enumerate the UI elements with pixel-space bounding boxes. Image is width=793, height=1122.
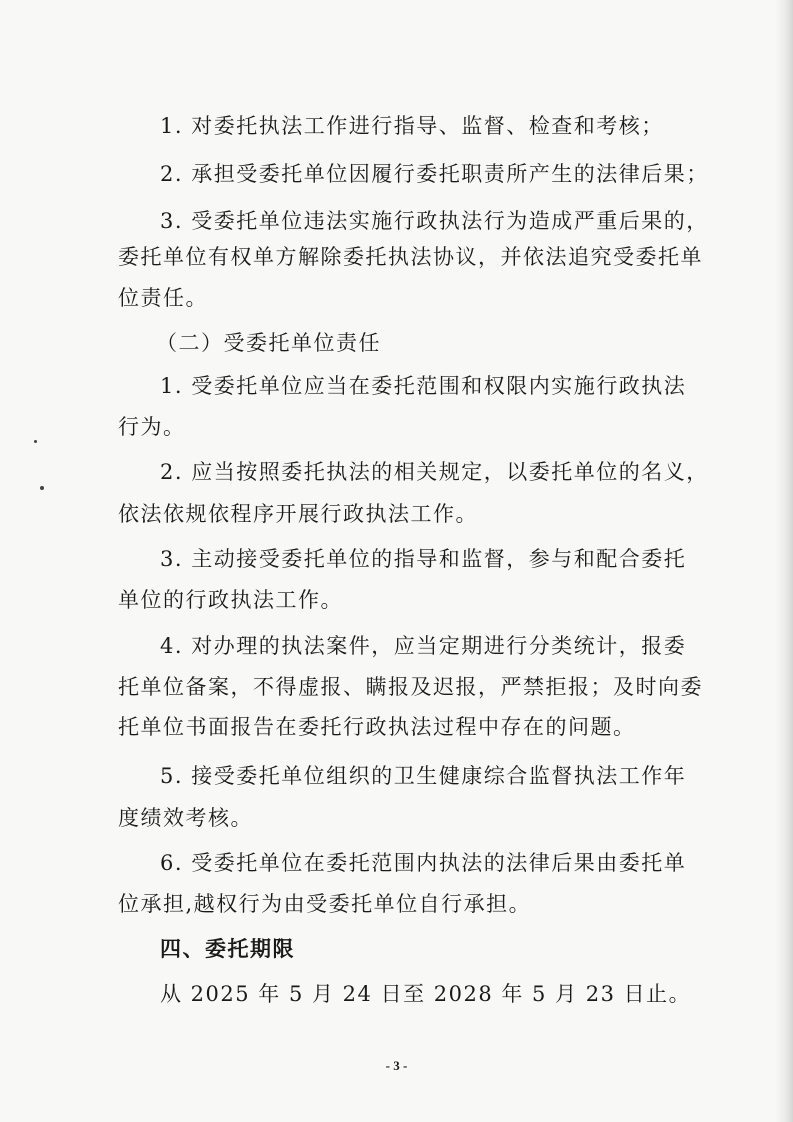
paragraph-line: 单位的行政执法工作。 (118, 588, 343, 612)
paragraph-line: 3. 主动接受委托单位的指导和监督，参与和配合委托 (160, 547, 687, 571)
paragraph-line: 托单位备案，不得虚报、瞒报及迟报，严禁拒报；及时向委 (118, 675, 703, 699)
scan-edge-shadow (775, 0, 793, 1122)
paragraph-line: 依法依规依程序开展行政执法工作。 (118, 502, 478, 526)
paragraph-line: 托单位书面报告在委托行政执法过程中存在的问题。 (118, 715, 636, 739)
paragraph-line: 4. 对办理的执法案件，应当定期进行分类统计，报委 (160, 634, 687, 658)
paragraph-line: 2. 应当按照委托执法的相关规定，以委托单位的名义， (160, 460, 709, 484)
scan-speck (34, 440, 37, 443)
term-text: 从 2025 年 5 月 24 日至 2028 年 5 月 23 日止。 (160, 982, 692, 1006)
paragraph-line: 2. 承担受委托单位因履行委托职责所产生的法律后果； (160, 162, 709, 186)
paragraph-line: 位承担,越权行为由受委托单位自行承担。 (118, 892, 532, 916)
paragraph-line: 位责任。 (118, 286, 208, 310)
paragraph-line: 5. 接受委托单位组织的卫生健康综合监督执法工作年 (160, 764, 687, 788)
paragraph-line: 3. 受委托单位违法实施行政执法行为造成严重后果的， (160, 209, 709, 233)
subsection-heading: （二）受委托单位责任 (156, 331, 381, 355)
page-number: - 3 - (385, 1058, 408, 1073)
paragraph-line: 行为。 (118, 415, 186, 439)
scan-speck (40, 486, 44, 490)
paragraph-line: 1. 受委托单位应当在委托范围和权限内实施行政执法 (160, 374, 687, 398)
paragraph-line: 委托单位有权单方解除委托执法协议，并依法追究受委托单 (118, 245, 703, 269)
paragraph-line: 度绩效考核。 (118, 806, 253, 830)
paragraph-line: 6. 受委托单位在委托范围内执法的法律后果由委托单 (160, 851, 687, 875)
paragraph-line: 1. 对委托执法工作进行指导、监督、检查和考核； (160, 114, 664, 138)
section-heading: 四、委托期限 (160, 937, 295, 961)
